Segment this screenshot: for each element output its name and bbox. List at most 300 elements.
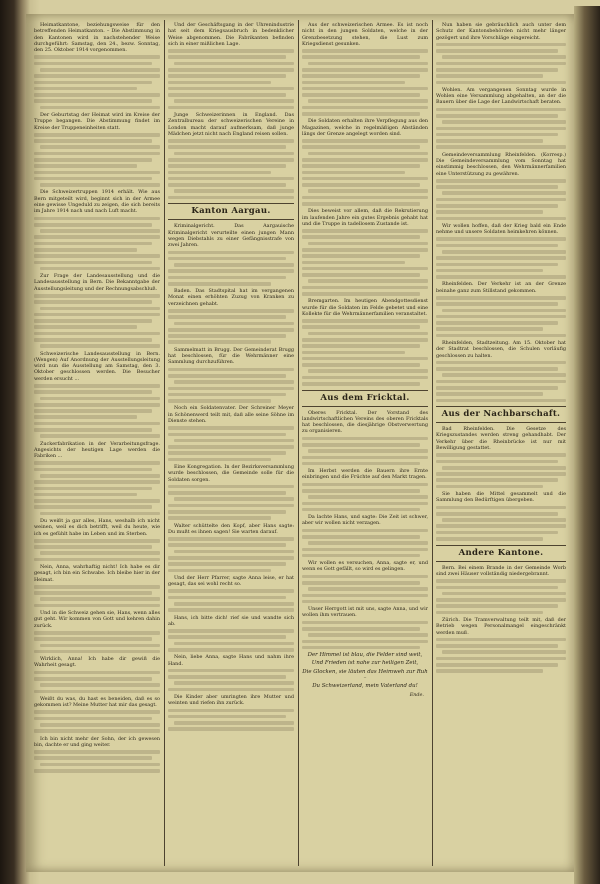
text-line	[168, 269, 294, 273]
text-line	[34, 690, 160, 694]
text-line	[168, 87, 294, 91]
text-line	[302, 55, 420, 59]
text-line	[168, 688, 294, 692]
text-line	[168, 106, 294, 110]
text-line	[34, 313, 160, 317]
text-line	[302, 363, 420, 367]
article-paragraph: Im Herbst werden die Bauern ihre Ernte einbringen und die Früchte auf den Markt tragen.	[302, 468, 428, 481]
text-line	[302, 93, 420, 97]
text-line	[34, 332, 160, 336]
article-paragraph: Unser Herrgott ist mit uns, sagte Anna, und wir wollen ihm vertrauen.	[302, 606, 428, 619]
text-line	[34, 415, 137, 419]
article-paragraph: Hans, ich bitte dich! rief sie und wandte sich ab.	[168, 614, 294, 627]
text-line	[302, 575, 428, 579]
text-line	[40, 307, 160, 311]
text-line	[34, 422, 160, 426]
text-line	[302, 145, 420, 149]
article-paragraph: Zuckerfabrikation in der Verarbeitungsfrage. Angesichts der heutigen Lage werden die Fabriken ...	[34, 440, 160, 460]
article-paragraph: Wir wollen es versuchen, Anna, sagte er, und wenn es Gott gefällt, so wird es gelingen.	[302, 560, 428, 573]
text-line	[34, 493, 137, 497]
text-line	[302, 382, 420, 386]
text-line	[302, 627, 420, 631]
text-line	[168, 485, 294, 489]
text-line	[174, 322, 294, 326]
text-line	[442, 55, 566, 59]
text-line	[168, 504, 294, 508]
verse-line: Die Glocken, sie läuten das Heimweh zur Ruh –	[302, 668, 428, 682]
text-line	[168, 257, 286, 261]
text-line	[40, 68, 160, 72]
text-line	[302, 196, 428, 200]
text-line	[442, 309, 566, 313]
text-line	[302, 548, 428, 552]
text-line	[168, 393, 286, 397]
text-line	[436, 185, 558, 189]
text-line	[174, 721, 294, 725]
text-line	[442, 592, 566, 596]
article-paragraph: Wohlen. Am vergangenen Sonntag wurde in Wohlen eine Versammlung abgehalten, an der die Bauern über die Lage der Landwirtschaft beraten.	[436, 86, 566, 106]
column-3	[302, 22, 428, 864]
text-line	[168, 55, 286, 59]
text-line	[168, 93, 286, 97]
text-line	[302, 462, 420, 466]
text-line	[436, 586, 558, 590]
text-line	[40, 267, 160, 271]
text-line	[168, 49, 294, 53]
text-line	[168, 251, 294, 255]
text-line	[436, 669, 543, 673]
article-paragraph: Kriminalgericht. Das Aargauische Kriminalgericht verurteilte einen jungen Mann wegen Diebstahls zu einer Gefängnisstrafe von zwei Jahren.	[168, 223, 294, 249]
text-line	[308, 332, 428, 336]
text-line	[436, 263, 558, 267]
text-line	[34, 409, 152, 413]
text-line	[436, 237, 566, 241]
text-line	[436, 296, 566, 300]
text-line	[436, 321, 558, 325]
text-line	[174, 439, 294, 443]
text-line	[436, 598, 566, 602]
text-line	[34, 604, 160, 608]
text-line	[436, 139, 543, 143]
text-line	[302, 529, 428, 533]
article-paragraph: Zürich. Die Tramverwaltung teilt mit, daß der Betrieb wegen Personalmangel eingeschränkt werden muß.	[436, 616, 566, 636]
text-line	[34, 55, 160, 59]
text-line	[168, 183, 286, 187]
text-line	[34, 487, 152, 491]
text-line	[174, 152, 294, 156]
text-line	[436, 217, 566, 221]
article-paragraph: Ich bin nicht mehr der Sohn, der ich gewesen bin, dachte er und ging weiter.	[34, 735, 160, 748]
text-line	[436, 315, 566, 319]
text-line	[34, 139, 152, 143]
text-line	[436, 453, 566, 457]
text-line	[308, 279, 428, 283]
text-line	[302, 229, 428, 233]
article-paragraph: Oberes Fricktal. Der Vorstand des landwirtschaftlichen Vereins des oberen Fricktals hat beschlossen, die diesjährige Obstverwertung zu organisieren.	[302, 409, 428, 435]
text-line	[40, 723, 160, 727]
article-paragraph: Die Soldaten erhalten ihre Verpflegung aus den Magazinen, welche in regelmäßigen Abständen längs der Grenze angelegt worden sind.	[302, 118, 428, 137]
text-line	[302, 594, 428, 598]
text-line	[168, 543, 286, 547]
text-line	[34, 81, 152, 85]
text-line	[34, 384, 160, 388]
text-line	[34, 242, 152, 246]
text-line	[168, 445, 294, 449]
text-line	[436, 114, 558, 118]
text-line	[168, 635, 286, 639]
text-line	[174, 189, 294, 193]
text-line	[436, 663, 558, 667]
article-signature: Ende.	[409, 691, 424, 698]
text-line	[436, 392, 543, 396]
text-line	[168, 629, 294, 633]
text-line	[34, 677, 152, 681]
text-line	[168, 596, 286, 600]
text-line	[34, 717, 152, 721]
text-line	[436, 524, 566, 528]
text-line	[442, 518, 566, 522]
text-line	[302, 319, 428, 323]
text-line	[34, 461, 160, 465]
text-line	[302, 68, 428, 72]
text-line	[34, 710, 160, 714]
text-line	[168, 426, 294, 430]
text-line	[40, 512, 160, 516]
text-line	[168, 340, 271, 344]
article-paragraph: Sammelmatt in Brugg. Der Gemeinderat Brugg hat beschlossen, für die Wehrmänner eine Sammlung durchzuführen.	[168, 346, 294, 366]
text-line	[436, 537, 543, 541]
text-line	[442, 466, 566, 470]
text-line	[436, 579, 566, 583]
text-line	[34, 539, 160, 543]
text-line	[34, 390, 152, 394]
text-line	[308, 62, 428, 66]
text-line	[302, 139, 428, 143]
text-line	[436, 604, 558, 608]
section-heading: Aus dem Fricktal.	[302, 390, 428, 407]
text-line	[302, 357, 428, 361]
text-line	[308, 189, 428, 193]
text-line	[436, 68, 558, 72]
text-line	[302, 325, 420, 329]
text-line	[34, 261, 152, 265]
text-line	[436, 74, 543, 78]
verse-line: Du Schweizerland, mein Vaterland du!	[312, 683, 418, 690]
text-line	[308, 587, 428, 591]
text-line	[40, 551, 160, 555]
text-line	[168, 510, 286, 514]
article-paragraph: Gemeindeversammlung Rheinfelden. (Korresp.) Die Gemeindeversammlung vom Sonntag hat einstimmig beschlossen, den Wehrmännerfamilien eine Unterstützung zu gewähren.	[436, 151, 566, 177]
text-line	[34, 254, 160, 258]
text-line	[168, 537, 294, 541]
text-line	[308, 242, 428, 246]
text-line	[302, 183, 420, 187]
article-paragraph: Junge Schweizerinnen in England. Das Zentralbureau der schweizerischen Vereine in London macht darauf aufmerksam, daß junge Mädchen jetzt nicht nach England reisen sollen.	[168, 112, 294, 137]
article-paragraph: Nein, Anna, wahrhaftig nicht! Ich habe es dir gesagt, ich bin ein Schwabe. Ich bleibe hier in der Heimat.	[34, 564, 160, 583]
text-line	[34, 671, 160, 675]
article-paragraph: Du weißt ja gar alles, Hans, weshalb ich nicht weinen, weil es dich betrifft, weil du heute, wie ich es gefühlt habe im Leben und im Sterben.	[34, 518, 160, 537]
text-line	[168, 164, 286, 168]
text-line	[302, 106, 428, 110]
text-line	[302, 112, 420, 116]
next-page-edge	[574, 6, 600, 884]
article-paragraph: Baden. Das Stadtspital hat im vergangenen Monat einen erhöhten Zuzug von Kranken zu verzeichnen gehabt.	[168, 288, 294, 307]
text-line	[436, 399, 566, 403]
text-line	[34, 756, 152, 760]
column-4	[436, 22, 566, 864]
article-paragraph: Dies beweist vor allem, daß die Rekrutierung im laufenden Jahre ein gutes Ergebnis gehabt hat und die Truppe in tadellosem Zustande ist.	[302, 208, 428, 227]
text-line	[168, 139, 294, 143]
text-line	[168, 648, 294, 652]
text-line	[168, 715, 286, 719]
text-line	[308, 449, 428, 453]
text-line	[34, 99, 152, 103]
text-line	[40, 145, 160, 149]
text-line	[34, 750, 160, 754]
text-line	[168, 569, 271, 573]
text-line	[302, 87, 428, 91]
text-line	[436, 43, 566, 47]
text-line	[168, 374, 286, 378]
text-line	[168, 68, 294, 72]
text-line	[436, 108, 566, 112]
text-line	[34, 545, 152, 549]
text-line	[302, 456, 428, 460]
text-line	[436, 179, 566, 183]
text-line	[34, 319, 152, 323]
section-heading: Kanton Aargau.	[168, 203, 294, 220]
text-line	[34, 164, 137, 168]
text-line	[168, 387, 294, 391]
text-line	[308, 541, 428, 545]
text-line	[302, 177, 428, 181]
text-line	[168, 315, 286, 319]
text-line	[34, 87, 137, 91]
text-line	[302, 261, 405, 265]
text-line	[302, 483, 428, 487]
text-line	[168, 669, 294, 673]
text-line	[302, 248, 428, 252]
column-rule	[298, 20, 299, 866]
text-line	[40, 183, 160, 187]
text-line	[174, 62, 294, 66]
text-line	[168, 145, 286, 149]
text-line	[40, 397, 160, 401]
text-line	[436, 380, 566, 384]
text-line	[436, 198, 566, 202]
text-line	[308, 369, 428, 373]
text-line	[302, 646, 420, 650]
article-paragraph: Bremgarten. Im heutigen Abendgottesdienst wurde für die Soldaten im Felde gebetet und eine Kollekte für die Wehrmännerfamilien veranstaltet.	[302, 298, 428, 317]
text-line	[436, 133, 558, 137]
text-line	[34, 338, 152, 342]
article-paragraph: Wirklich, Anna! Ich habe dir gewiß die Wahrheit gesagt.	[34, 656, 160, 669]
text-line	[302, 437, 428, 441]
text-line	[436, 49, 558, 53]
text-line	[40, 683, 160, 687]
text-line	[302, 351, 405, 355]
text-line	[302, 164, 420, 168]
text-line	[34, 591, 152, 595]
text-line	[174, 99, 294, 103]
text-line	[302, 443, 420, 447]
text-line	[436, 244, 558, 248]
text-line	[302, 49, 428, 53]
text-line	[308, 495, 428, 499]
text-line	[34, 133, 160, 137]
text-line	[302, 81, 405, 85]
text-line	[34, 248, 137, 252]
text-line	[34, 558, 160, 562]
text-line	[308, 152, 428, 156]
text-line	[436, 657, 566, 661]
text-line	[168, 458, 271, 462]
text-line	[308, 633, 428, 637]
text-line	[436, 210, 543, 214]
text-line	[436, 302, 558, 306]
article-paragraph: Nein, liebe Anna, sagte Hans und nahm ihre Hand.	[168, 654, 294, 667]
text-line	[436, 367, 558, 371]
text-line	[168, 334, 286, 338]
article-paragraph: Der Geburtstag der Heimat wird im Kreise der Truppe begangen. Die Abstimmung findet im Kreise der Truppeneinheiten statt.	[34, 112, 160, 131]
text-line	[168, 608, 294, 612]
section-heading: Andere Kantone.	[436, 545, 566, 562]
text-line	[34, 585, 160, 589]
text-line	[174, 602, 294, 606]
article-paragraph: Nun haben sie gebräuchlich auch unter dem Schutz der Kantonsbehörden nicht mehr länger gezögert und ihre Vorschläge eingereicht.	[436, 22, 566, 41]
text-line	[34, 505, 152, 509]
section-heading: Aus der Nachbarschaft.	[436, 406, 566, 423]
text-line	[34, 152, 160, 156]
text-line	[174, 550, 294, 554]
text-line	[174, 681, 294, 685]
text-line	[436, 472, 566, 476]
text-line	[436, 204, 558, 208]
article-paragraph: Und in die Schweiz gehen sie, Hans, wenn alles gut geht. Wir kommen von Gott und kehren dahin zurück.	[34, 610, 160, 629]
verse-line: Der Himmel ist blau, die Felder sind weit,	[307, 652, 423, 659]
text-line	[302, 554, 420, 558]
text-line	[302, 292, 420, 296]
text-line	[168, 276, 286, 280]
article-paragraph: Die Schweizertruppen 1914 erhält. Wie aus Bern mitgeteilt wird, beginnt sich in der Armee eine gewisse Ungeduld zu zeigen, die sich bereits im Jahre 1914 nach und nach Luft macht.	[34, 189, 160, 215]
text-line	[302, 502, 428, 506]
text-line	[34, 74, 160, 78]
text-line	[436, 386, 558, 390]
text-line	[34, 480, 160, 484]
text-line	[302, 158, 428, 162]
text-line	[34, 428, 152, 432]
text-line	[302, 581, 420, 585]
text-line	[302, 376, 428, 380]
text-line	[302, 273, 420, 277]
text-line	[436, 62, 566, 66]
article-paragraph: Sie haben die Mittel gesammelt und die Sammlung den Bedürftigen übergeben.	[436, 491, 566, 504]
text-line	[34, 729, 160, 733]
column-1	[34, 22, 160, 864]
text-line	[302, 202, 420, 206]
text-line	[34, 325, 137, 329]
text-line	[40, 229, 160, 233]
text-line	[168, 727, 294, 731]
text-line	[302, 254, 420, 258]
text-line	[436, 644, 558, 648]
text-line	[40, 644, 160, 648]
article-paragraph: Da lachte Hans, und sagte: Die Zeit ist schwer, aber wir wollen nicht verzagen.	[302, 514, 428, 527]
column-rule	[164, 20, 165, 866]
text-line	[308, 99, 428, 103]
text-line	[40, 474, 160, 478]
text-line	[168, 196, 294, 200]
text-line	[442, 373, 566, 377]
text-line	[442, 650, 566, 654]
text-line	[40, 763, 160, 767]
column-2	[168, 22, 294, 864]
text-line	[436, 81, 566, 85]
article-paragraph: Weißt du was, du hast es beneiden, daß es so gekommen ist? Meine Mutter hat mir das gesagt.	[34, 695, 160, 709]
text-line	[302, 171, 405, 175]
text-line	[436, 512, 558, 516]
text-line	[302, 508, 420, 512]
text-line	[168, 282, 271, 286]
text-line	[302, 640, 428, 644]
text-line	[302, 489, 420, 493]
text-line	[168, 309, 294, 313]
text-line	[34, 769, 160, 773]
text-line	[436, 485, 543, 489]
text-line	[34, 93, 160, 97]
text-line	[302, 286, 428, 290]
article-paragraph: Rheinfelden. Der Verkehr ist an der Grenze beinahe ganz zum Stillstand gekommen.	[436, 281, 566, 294]
text-line	[168, 399, 271, 403]
text-line	[34, 235, 160, 239]
article-paragraph: Eine Kongregation. In der Bezirksversammlung wurde beschlossen, die Gemeinde solle für die Soldaten sorgen.	[168, 463, 294, 483]
text-line	[34, 468, 152, 472]
text-line	[436, 334, 566, 338]
text-line	[168, 491, 286, 495]
text-line	[34, 294, 160, 298]
text-line	[168, 81, 271, 85]
text-line	[302, 74, 420, 78]
text-line	[436, 269, 543, 273]
text-line	[436, 506, 566, 510]
text-line	[168, 433, 286, 437]
text-line	[302, 344, 420, 348]
text-line	[168, 368, 294, 372]
text-line	[34, 62, 152, 66]
text-line	[436, 275, 566, 279]
column-rule	[432, 20, 433, 866]
text-line	[168, 709, 294, 713]
text-line	[168, 171, 271, 175]
text-line	[34, 499, 160, 503]
text-line	[168, 74, 286, 78]
article-paragraph: Rheinfelden, Stadtzeitung. Am 15. Oktober hat der Stadtrat beschlossen, die Schulen vorläufig geschlossen zu halten.	[436, 340, 566, 359]
text-line	[40, 344, 160, 348]
text-line	[302, 535, 420, 539]
text-line	[302, 621, 428, 625]
text-line	[436, 127, 566, 131]
text-line	[442, 120, 566, 124]
text-line	[34, 217, 160, 221]
text-line	[34, 637, 152, 641]
verse-line: Und Frieden ist nahe zur heiligen Zeit,	[311, 660, 419, 667]
text-line	[436, 145, 566, 149]
text-line	[34, 223, 152, 227]
text-line	[302, 267, 428, 271]
article-paragraph: Wir wollen hoffen, daß der Krieg bald ein Ende nehme und unsere Soldaten heimkehren können.	[436, 222, 566, 236]
text-line	[436, 638, 566, 642]
text-line	[168, 516, 271, 520]
